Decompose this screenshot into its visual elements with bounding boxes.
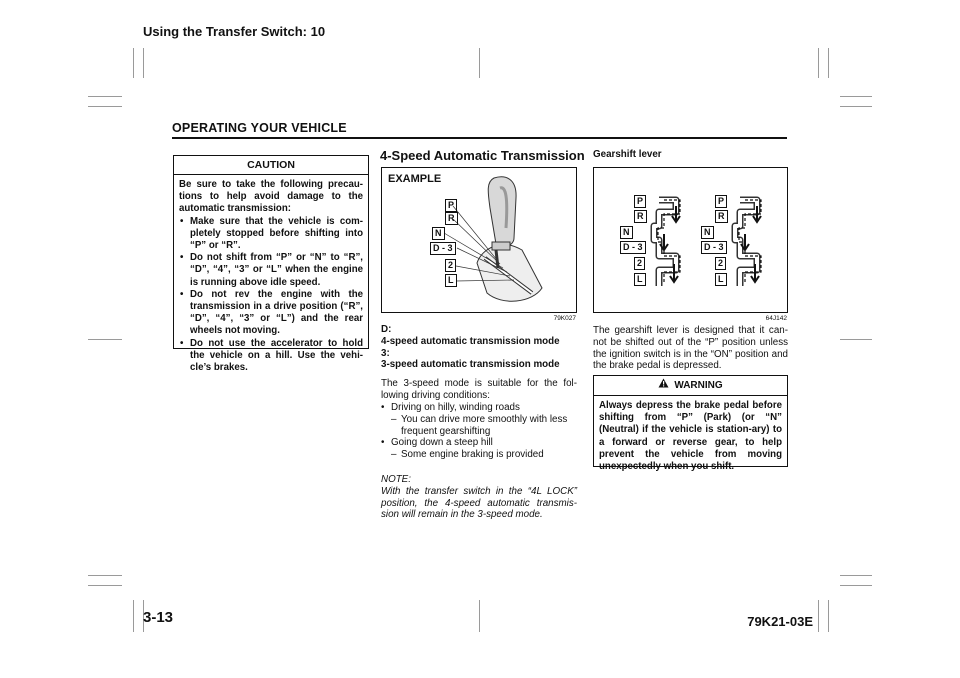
- shift-key-l: L: [715, 273, 727, 286]
- transmission-figure: [381, 167, 577, 313]
- mode-d-text: 4-speed automatic transmission mode: [381, 335, 560, 347]
- warning-text: Always depress the brake pedal before shifting from “P” (Park) (or “N” (Neutral) if the vehicle is station-ary) to a forward or reverse gear, to help prevent the vehicle from moving unexpectedly when you shift.: [599, 400, 782, 473]
- gearshift-pattern-illustration: [594, 168, 787, 312]
- crop-mark: [840, 339, 872, 340]
- crop-mark: [828, 48, 829, 78]
- shift-key-r: R: [715, 210, 728, 223]
- warning-box: [593, 375, 788, 473]
- crop-mark: [818, 600, 819, 632]
- warning-heading: WARNING: [674, 380, 723, 392]
- note-text: NOTE: With the transfer switch in the “4L LOCK” position, the 4-speed automatic transmis-sion will remain in the 3-speed mode.: [381, 474, 577, 521]
- condition-subitem: – Some engine braking is provided: [381, 449, 577, 461]
- figure-example-label: EXAMPLE: [388, 173, 442, 185]
- mode-definitions: [381, 324, 577, 371]
- caution-heading: CAUTION: [174, 156, 368, 175]
- crop-mark: [88, 106, 122, 107]
- caution-item: • Make sure that the vehicle is com-pletely stopped before shifting into “P” or “R”.: [179, 216, 363, 253]
- conditions-list: [381, 402, 577, 461]
- shift-key-d3: D - 3: [620, 241, 646, 254]
- crop-mark: [88, 585, 122, 586]
- shift-key-2: 2: [715, 257, 726, 270]
- warning-header: [594, 376, 787, 396]
- caution-item: • Do not shift from “P” or “N” to “R”, “D”, “4”, “3” or “L” when the engine is running above idle speed.: [179, 252, 363, 289]
- caution-item: • Do not use the accelerator to hold the vehicle on a hill. Use the vehi-cle’s brakes.: [179, 338, 363, 375]
- running-header: Using the Transfer Switch: 10: [143, 24, 326, 39]
- caution-intro: Be sure to take the following precau-tions to help avoid damage to the automatic transmission:: [179, 179, 363, 215]
- condition-subitem: – You can drive more smoothly with less frequent gearshifting: [381, 414, 577, 438]
- crop-mark: [479, 600, 480, 632]
- warning-triangle-icon: [658, 376, 669, 395]
- shift-key-d3: D - 3: [430, 242, 456, 255]
- document-code: 79K21-03E: [747, 614, 813, 629]
- crop-mark: [840, 106, 872, 107]
- crop-mark: [840, 575, 872, 576]
- crop-mark: [840, 585, 872, 586]
- condition-item: • Going down a steep hill: [381, 437, 577, 449]
- conditions-para: The 3-speed mode is suitable for the fol-lowing driving conditions:: [381, 378, 577, 401]
- shift-key-l: L: [634, 273, 646, 286]
- shift-key-p: P: [634, 195, 646, 208]
- page-number: 3-13: [143, 609, 174, 626]
- shift-key-2: 2: [445, 259, 456, 272]
- mode-3-label: 3:: [381, 347, 390, 359]
- caution-box: [173, 155, 369, 374]
- crop-mark: [133, 48, 134, 78]
- figure-code: 79K027: [553, 315, 576, 322]
- figure-code: 64J142: [765, 315, 787, 322]
- mode-3-text: 3-speed automatic transmission mode: [381, 359, 560, 371]
- crop-mark: [818, 48, 819, 78]
- gearshift-figure: [593, 167, 788, 313]
- shift-key-n: N: [701, 226, 714, 239]
- crop-mark: [143, 48, 144, 78]
- header-rule: [172, 137, 787, 139]
- crop-mark: [479, 48, 480, 78]
- crop-mark: [840, 96, 872, 97]
- transmission-heading: 4-Speed Automatic Transmission: [380, 148, 585, 163]
- gearshift-heading: Gearshift lever: [593, 149, 662, 160]
- shift-key-l: L: [445, 274, 457, 287]
- crop-mark: [88, 339, 122, 340]
- shift-key-d3: D - 3: [701, 241, 727, 254]
- shift-key-p: P: [715, 195, 727, 208]
- crop-mark: [88, 96, 122, 97]
- caution-item: • Do not rev the engine with the transmission in a drive position (“R”, “D”, “4”, “3” or “L”) and the rear wheels not moving.: [179, 289, 363, 338]
- shift-key-r: R: [445, 212, 458, 225]
- section-title: OPERATING YOUR VEHICLE: [172, 121, 347, 135]
- shift-key-2: 2: [634, 257, 645, 270]
- shift-key-n: N: [432, 227, 445, 240]
- shift-key-n: N: [620, 226, 633, 239]
- crop-mark: [133, 600, 134, 632]
- crop-mark: [88, 575, 122, 576]
- mode-d-label: D:: [381, 324, 392, 335]
- crop-mark: [828, 600, 829, 632]
- condition-item: • Driving on hilly, winding roads: [381, 402, 577, 414]
- gearshift-para: The gearshift lever is designed that it can-not be shifted out of the “P” position unless the ignition switch is in the “ON” position and the brake pedal is depressed.: [593, 325, 788, 372]
- shift-key-p: P: [445, 199, 457, 212]
- shift-key-r: R: [634, 210, 647, 223]
- shift-lever-illustration: [382, 168, 576, 312]
